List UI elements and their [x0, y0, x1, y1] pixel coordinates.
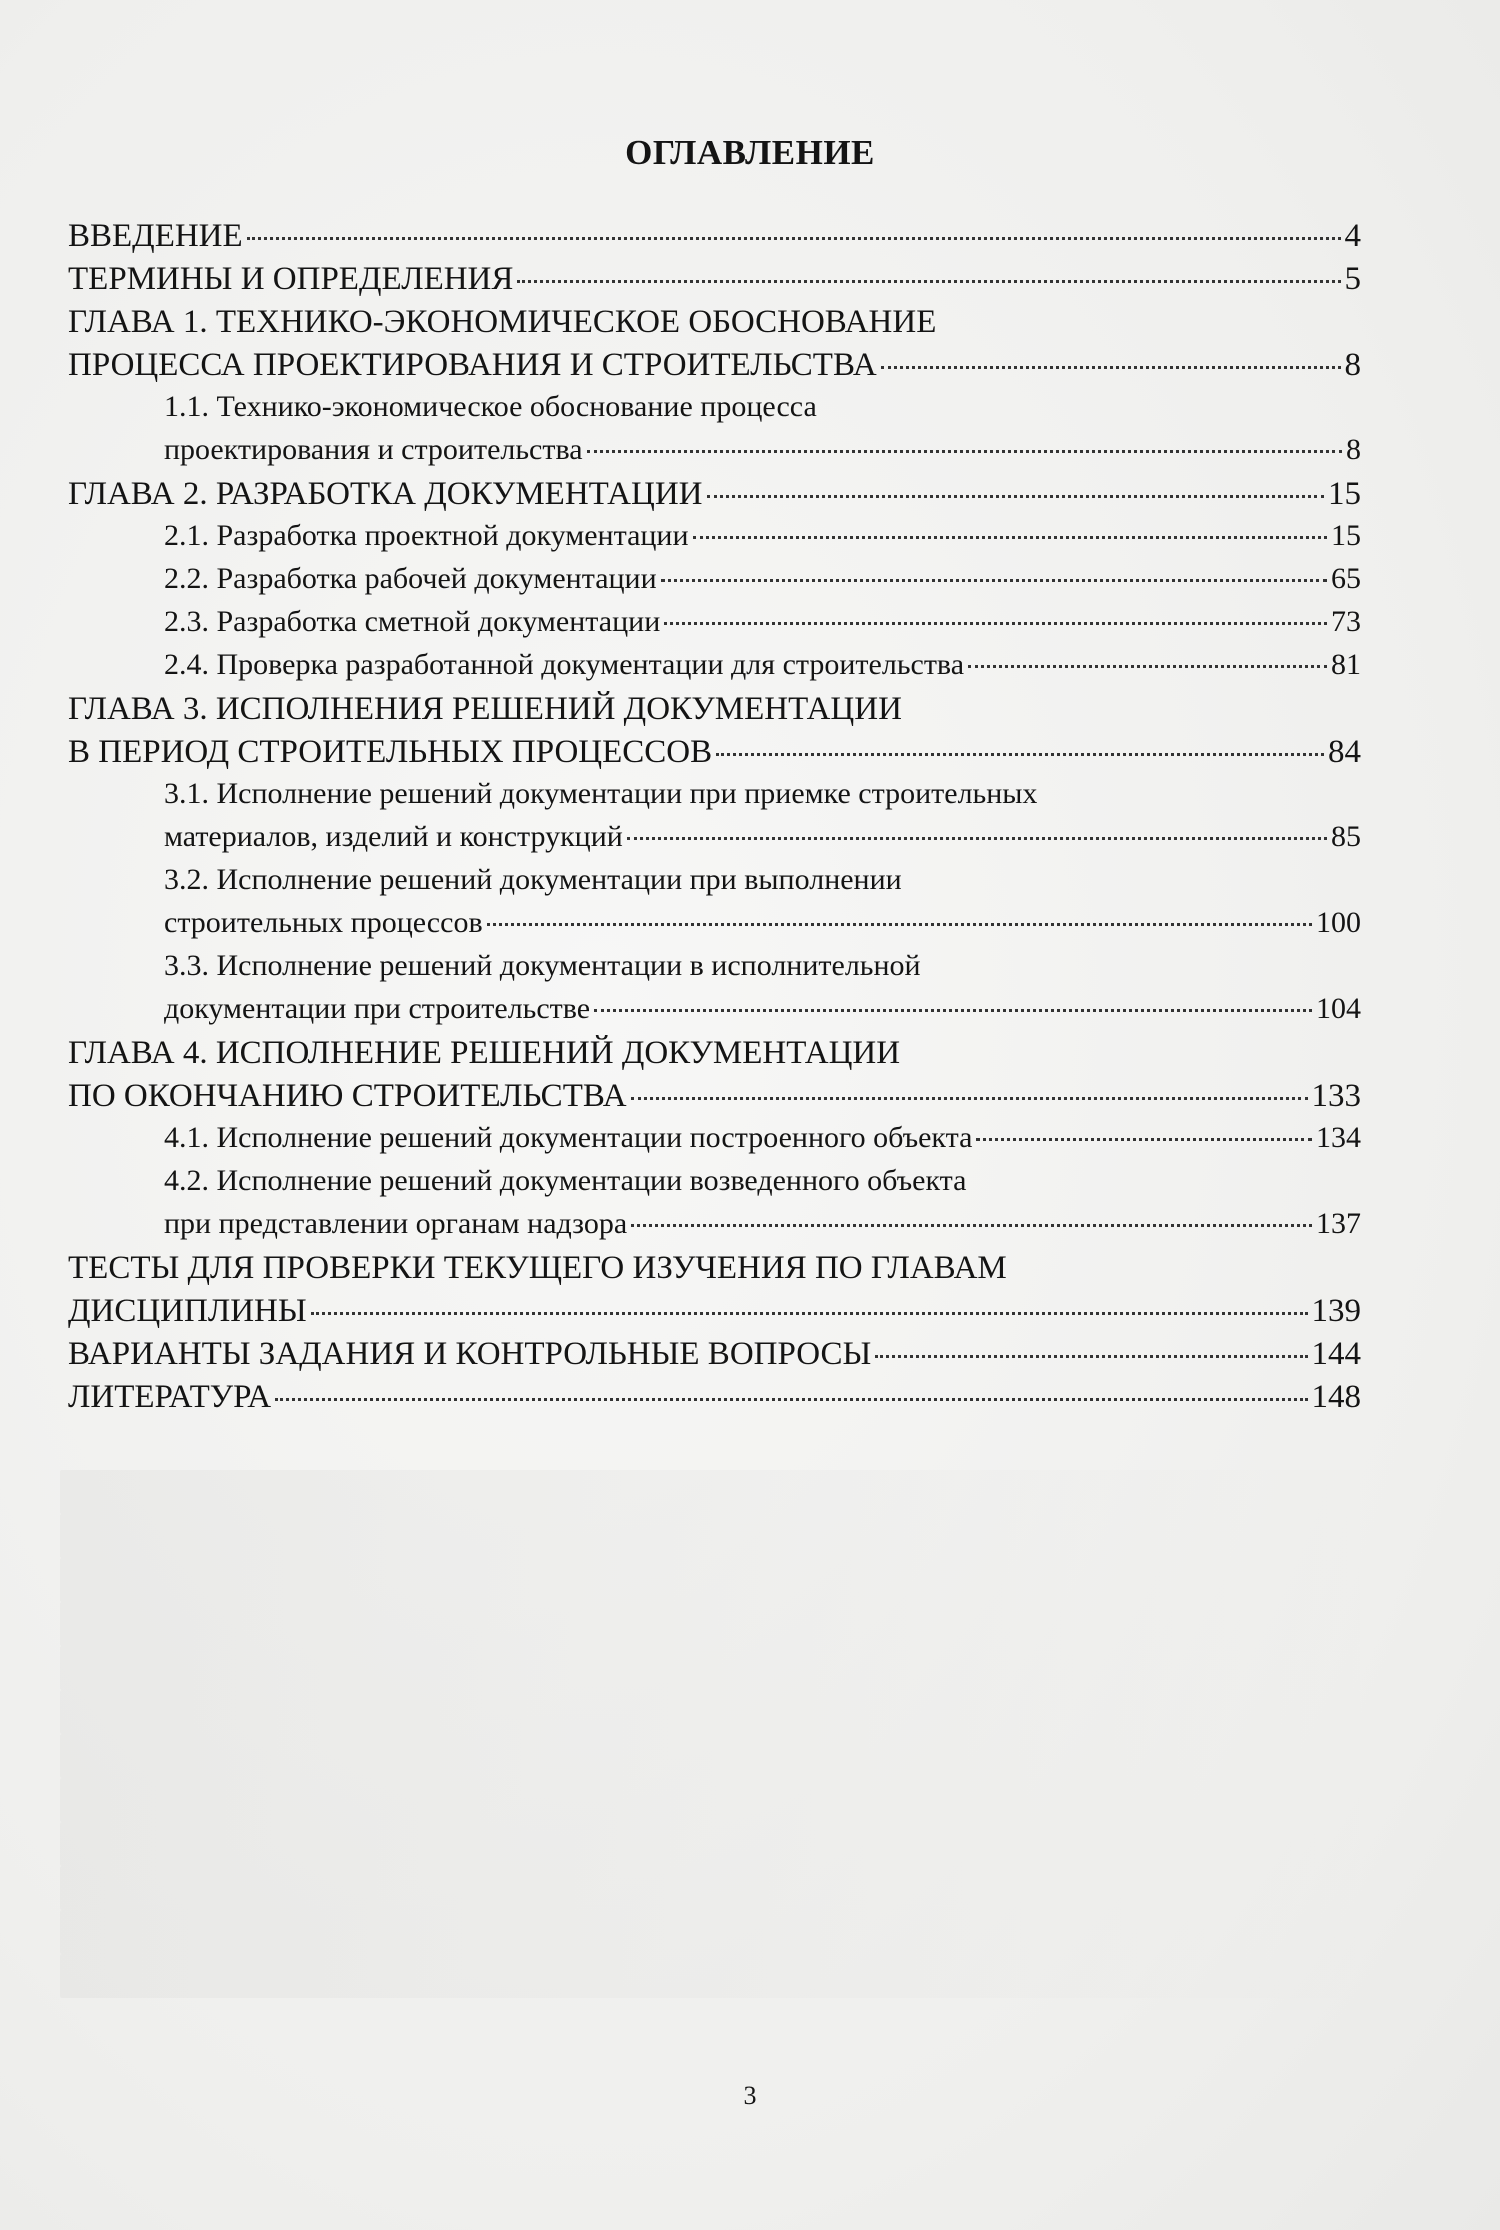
bleed-through-text	[60, 1470, 1360, 1998]
toc-leader-dots	[275, 1398, 1307, 1401]
toc-entry	[68, 691, 1361, 734]
toc-entry-title: ГЛАВА 4. ИСПОЛНЕНИЕ РЕШЕНИЙ ДОКУМЕНТАЦИИ	[68, 1035, 901, 1071]
toc-entry-title: 1.1. Технико-экономическое обоснование процесса	[164, 390, 817, 423]
toc-entry	[68, 1293, 1361, 1336]
toc-entry-title: проектирования и строительства	[164, 433, 583, 466]
table-of-contents	[68, 218, 1361, 1422]
toc-entry-title: ПРОЦЕССА ПРОЕКТИРОВАНИЯ И СТРОИТЕЛЬСТВА	[68, 347, 877, 383]
toc-entry	[68, 820, 1361, 863]
toc-entry-title: ВАРИАНТЫ ЗАДАНИЯ И КОНТРОЛЬНЫЕ ВОПРОСЫ	[68, 1336, 872, 1372]
toc-entry-page: 139	[1311, 1293, 1361, 1329]
toc-entry	[68, 218, 1361, 261]
toc-entry-title: 4.1. Исполнение решений документации построенного объекта	[164, 1121, 973, 1154]
toc-entry	[68, 1121, 1361, 1164]
toc-entry-title: 2.4. Проверка разработанной документации для строительства	[164, 648, 965, 681]
toc-entry-title: 4.2. Исполнение решений документации возведенного объекта	[164, 1164, 967, 1197]
toc-entry	[68, 390, 1361, 433]
toc-entry	[68, 433, 1361, 476]
toc-entry	[68, 1164, 1361, 1207]
toc-entry-page: 133	[1311, 1078, 1361, 1114]
toc-entry-title: строительных процессов	[164, 906, 483, 939]
toc-entry	[68, 1250, 1361, 1293]
toc-leader-dots	[881, 366, 1341, 369]
toc-entry-page: 100	[1316, 906, 1361, 939]
toc-leader-dots	[707, 495, 1325, 498]
toc-entry-title: 2.3. Разработка сметной документации	[164, 605, 661, 638]
toc-entry-title: 3.2. Исполнение решений документации при выполнении	[164, 863, 902, 896]
toc-leader-dots	[311, 1312, 1308, 1315]
toc-entry	[68, 519, 1361, 562]
toc-entry-page: 15	[1331, 519, 1361, 552]
toc-entry	[68, 1379, 1361, 1422]
toc-entry-page: 137	[1316, 1207, 1361, 1240]
toc-entry-page: 8	[1346, 433, 1361, 466]
toc-entry	[68, 605, 1361, 648]
toc-entry-title: ВВЕДЕНИЕ	[68, 218, 243, 254]
toc-entry-title: ТЕСТЫ ДЛЯ ПРОВЕРКИ ТЕКУЩЕГО ИЗУЧЕНИЯ ПО ГЛАВАМ	[68, 1250, 1007, 1286]
toc-entry-title: 3.1. Исполнение решений документации при приемке строительных	[164, 777, 1038, 810]
toc-entry-page: 144	[1311, 1336, 1361, 1372]
toc-leader-dots	[594, 1009, 1312, 1012]
toc-leader-dots	[631, 1224, 1312, 1227]
toc-leader-dots	[487, 923, 1312, 926]
toc-entry-title: материалов, изделий и конструкций	[164, 820, 623, 853]
toc-entry-page: 134	[1316, 1121, 1361, 1154]
toc-entry	[68, 347, 1361, 390]
page-title: ОГЛАВЛЕНИЕ	[625, 133, 875, 172]
toc-entry-page: 81	[1331, 648, 1361, 681]
toc-entry-page: 84	[1328, 734, 1361, 770]
toc-entry-page: 148	[1311, 1379, 1361, 1415]
toc-entry	[68, 992, 1361, 1035]
toc-entry	[68, 304, 1361, 347]
toc-leader-dots	[247, 237, 1341, 240]
toc-entry-page: 65	[1331, 562, 1361, 595]
toc-leader-dots	[587, 450, 1342, 453]
toc-entry	[68, 906, 1361, 949]
toc-entry-title: ГЛАВА 1. ТЕХНИКО-ЭКОНОМИЧЕСКОЕ ОБОСНОВАНИЕ	[68, 304, 937, 340]
toc-entry-title: при представлении органам надзора	[164, 1207, 628, 1240]
toc-entry-title: документации при строительстве	[164, 992, 591, 1025]
toc-entry	[68, 949, 1361, 992]
toc-entry-page: 73	[1331, 605, 1361, 638]
toc-entry	[68, 863, 1361, 906]
toc-entry	[68, 261, 1361, 304]
toc-entry-title: ГЛАВА 2. РАЗРАБОТКА ДОКУМЕНТАЦИИ	[68, 476, 703, 512]
toc-leader-dots	[664, 622, 1327, 625]
toc-entry-page: 4	[1344, 218, 1361, 254]
toc-leader-dots	[631, 1097, 1308, 1100]
toc-entry-title: ТЕРМИНЫ И ОПРЕДЕЛЕНИЯ	[68, 261, 514, 297]
page-number: 3	[743, 2081, 757, 2110]
toc-entry	[68, 476, 1361, 519]
toc-entry-title: ДИСЦИПЛИНЫ	[68, 1293, 307, 1329]
toc-leader-dots	[976, 1138, 1312, 1141]
toc-leader-dots	[875, 1355, 1307, 1358]
toc-leader-dots	[693, 536, 1327, 539]
toc-entry	[68, 1035, 1361, 1078]
toc-entry-title: 2.1. Разработка проектной документации	[164, 519, 689, 552]
toc-entry-page: 15	[1328, 476, 1361, 512]
toc-leader-dots	[627, 837, 1327, 840]
toc-leader-dots	[517, 280, 1340, 283]
toc-entry-title: ЛИТЕРАТУРА	[68, 1379, 272, 1415]
toc-leader-dots	[968, 665, 1327, 668]
toc-entry	[68, 648, 1361, 691]
toc-leader-dots	[716, 753, 1324, 756]
toc-leader-dots	[661, 579, 1327, 582]
toc-entry	[68, 777, 1361, 820]
toc-entry	[68, 734, 1361, 777]
toc-entry-page: 8	[1344, 347, 1361, 383]
toc-entry	[68, 1336, 1361, 1379]
toc-entry-title: 2.2. Разработка рабочей документации	[164, 562, 657, 595]
toc-entry	[68, 1207, 1361, 1250]
toc-entry-title: В ПЕРИОД СТРОИТЕЛЬНЫХ ПРОЦЕССОВ	[68, 734, 713, 770]
toc-entry	[68, 1078, 1361, 1121]
toc-entry-page: 5	[1344, 261, 1361, 297]
toc-entry-title: ГЛАВА 3. ИСПОЛНЕНИЯ РЕШЕНИЙ ДОКУМЕНТАЦИИ	[68, 691, 902, 727]
toc-entry-page: 85	[1331, 820, 1361, 853]
toc-entry-page: 104	[1316, 992, 1361, 1025]
toc-entry	[68, 562, 1361, 605]
toc-entry-title: ПО ОКОНЧАНИЮ СТРОИТЕЛЬСТВА	[68, 1078, 627, 1114]
toc-entry-title: 3.3. Исполнение решений документации в исполнительной	[164, 949, 921, 982]
